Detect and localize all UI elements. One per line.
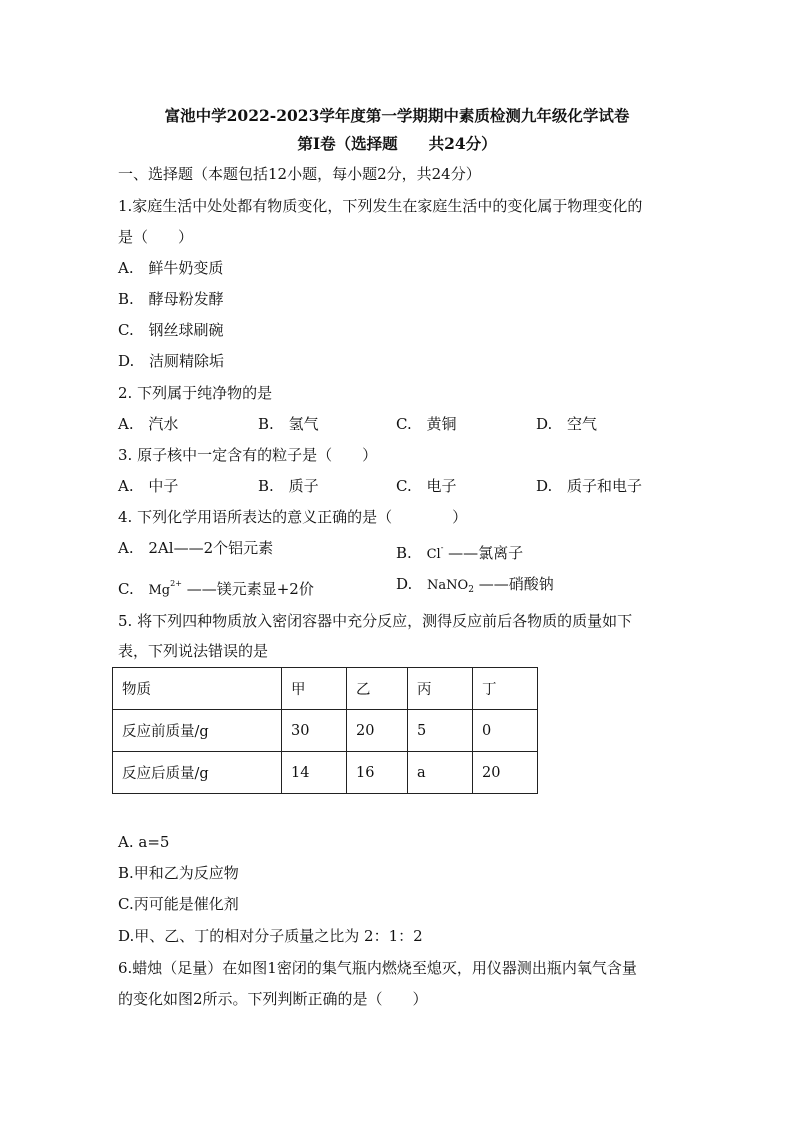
- table-cell: 20: [473, 752, 538, 794]
- option-label: C.: [118, 580, 134, 598]
- section-heading: 一、选择题（本题包括12小题，每小题2分，共24分）: [118, 165, 481, 183]
- table-cell: 反应后质量/g: [113, 752, 282, 794]
- option-text: 氢气: [288, 415, 319, 433]
- option-text: 中子: [148, 477, 179, 495]
- option-text: 2Al——2个铝元素: [148, 539, 274, 557]
- q5-option-d: [118, 926, 423, 946]
- q2-option-a: [118, 414, 178, 434]
- table-header-cell: 丁: [473, 668, 538, 710]
- option-label: B.: [396, 544, 412, 562]
- option-label: A.: [118, 833, 134, 851]
- option-label: C.: [396, 415, 412, 433]
- option-text: 钢丝球刷碗: [148, 321, 224, 339]
- q1-stem-line1: 1.家庭生活中处处都有物质变化，下列发生在家庭生活中的变化属于物理变化的: [118, 197, 643, 215]
- option-text: ——镁元素显+2价: [186, 580, 314, 598]
- option-text: 丙可能是催化剂: [133, 895, 239, 913]
- table-header-cell: 乙: [347, 668, 408, 710]
- option-label: D.: [118, 927, 135, 945]
- q1-option-c: [118, 320, 224, 340]
- q2-stem: 2. 下列属于纯净物的是: [118, 384, 273, 402]
- formula-subscript: 2: [468, 585, 474, 595]
- table-cell: 5: [408, 710, 473, 752]
- q4-option-c: [118, 574, 314, 601]
- q4-option-d: [396, 574, 554, 600]
- option-label: B.: [258, 415, 274, 433]
- option-label: D.: [396, 575, 413, 593]
- q1-option-d: [118, 351, 224, 371]
- q1-stem-line2: 是（ ）: [118, 228, 194, 246]
- q2-option-c: [396, 414, 457, 434]
- option-label: C.: [118, 895, 134, 913]
- q6-stem-line2: 的变化如图2所示。下列判断正确的是（ ）: [118, 990, 428, 1008]
- option-text: 酵母粉发酵: [148, 290, 224, 308]
- option-text: ——氯离子: [448, 544, 524, 562]
- table-row: [113, 752, 538, 794]
- option-text: 甲和乙为反应物: [133, 864, 239, 882]
- option-text: 空气: [567, 415, 598, 433]
- option-text: 鲜牛奶变质: [148, 259, 224, 277]
- option-text: a=5: [138, 833, 170, 851]
- q1-option-a: [118, 258, 223, 278]
- q3-option-a: [118, 476, 178, 496]
- table-header-cell: 甲: [282, 668, 347, 710]
- table-header-cell: 物质: [113, 668, 282, 710]
- option-label: A.: [118, 259, 134, 277]
- ion-charge: -: [440, 543, 444, 552]
- chem-formula: Cl: [426, 547, 441, 562]
- q3-option-c: [396, 476, 457, 496]
- chem-formula: Mg: [148, 583, 171, 598]
- table-cell: 20: [347, 710, 408, 752]
- option-label: B.: [258, 477, 274, 495]
- q4-option-b: [396, 538, 523, 565]
- option-label: D.: [536, 415, 553, 433]
- option-label: C.: [396, 477, 412, 495]
- q3-stem: 3. 原子核中一定含有的粒子是（ ）: [118, 446, 378, 464]
- option-label: B.: [118, 864, 134, 882]
- option-label: D.: [118, 352, 135, 370]
- table-row: [113, 710, 538, 752]
- table-cell: 0: [473, 710, 538, 752]
- q2-option-b: [258, 414, 319, 434]
- table-cell: 30: [282, 710, 347, 752]
- option-text: 质子: [288, 477, 319, 495]
- q4-option-a: [118, 538, 273, 558]
- table-cell: 14: [282, 752, 347, 794]
- option-text: 质子和电子: [567, 477, 643, 495]
- table-cell: a: [408, 752, 473, 794]
- exam-title: 富池中学2022-2023学年度第一学期期中素质检测九年级化学试卷: [164, 106, 630, 125]
- q5-stem-line2: 表，下列说法错误的是: [118, 642, 269, 660]
- option-text: 洁厕精除垢: [149, 352, 225, 370]
- option-text: 黄铜: [426, 415, 457, 433]
- option-label: A.: [118, 477, 134, 495]
- q5-option-c: [118, 894, 239, 914]
- q5-stem-line1: 5. 将下列四种物质放入密闭容器中充分反应，测得反应前后各物质的质量如下: [118, 612, 633, 630]
- ion-charge: 2+: [170, 579, 182, 588]
- table-header-row: [113, 668, 538, 710]
- option-label: A.: [118, 539, 134, 557]
- option-label: C.: [118, 321, 134, 339]
- table-header-cell: 丙: [408, 668, 473, 710]
- q3-option-b: [258, 476, 319, 496]
- mass-table: [112, 667, 538, 794]
- option-label: A.: [118, 415, 134, 433]
- option-text: 电子: [426, 477, 457, 495]
- q5-option-a: [118, 832, 169, 852]
- option-text: 汽水: [148, 415, 179, 433]
- q1-option-b: [118, 289, 224, 309]
- q4-stem: 4. 下列化学用语所表达的意义正确的是（ ）: [118, 508, 468, 526]
- q5-option-b: [118, 863, 239, 883]
- q6-stem-line1: 6.蜡烛（足量）在如图1密闭的集气瓶内燃烧至熄灭，用仪器测出瓶内氧气含量: [118, 959, 637, 977]
- table-cell: 16: [347, 752, 408, 794]
- option-label: B.: [118, 290, 134, 308]
- option-text: ——硝酸钠: [478, 575, 554, 593]
- table-cell: 反应前质量/g: [113, 710, 282, 752]
- option-label: D.: [536, 477, 553, 495]
- option-text: 甲、乙、丁的相对分子质量之比为 2：1：2: [134, 927, 423, 945]
- exam-subtitle: 第Ⅰ卷（选择题 共24分）: [297, 134, 497, 153]
- q3-option-d: [536, 476, 642, 496]
- chem-formula: NaNO: [427, 578, 469, 593]
- q2-option-d: [536, 414, 597, 434]
